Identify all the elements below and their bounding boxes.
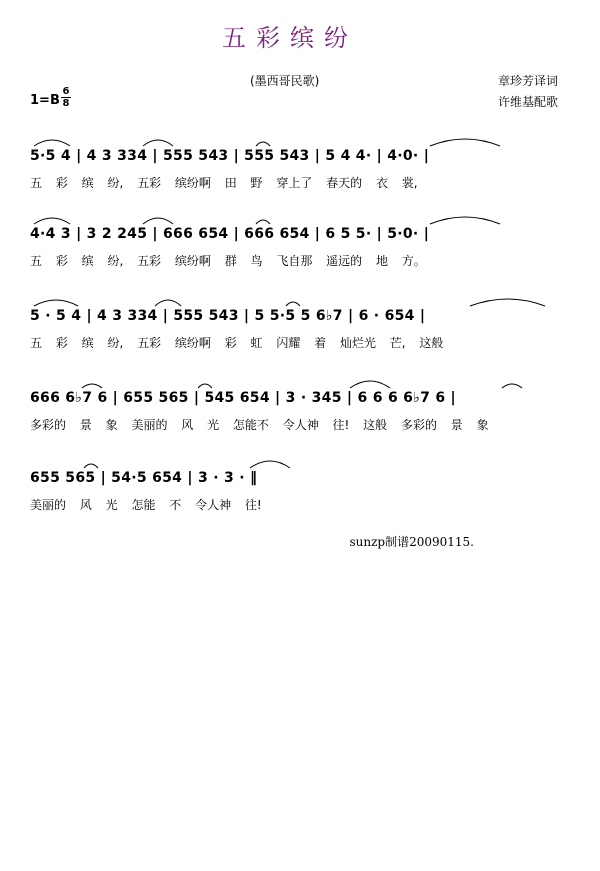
- lyricist-credit: 章珍芳译词: [497, 74, 558, 88]
- song-title: 五彩缤纷: [222, 24, 358, 52]
- lyrics-line: 美丽的 风 光 怎能 不 令人神 往!: [30, 498, 262, 512]
- score-row-5: [0, 452, 600, 522]
- slur-marks: [0, 290, 600, 310]
- arranger-credit: 许维基配歌: [497, 95, 558, 109]
- slur-marks: [0, 208, 600, 228]
- key-signature: 1=B: [30, 93, 60, 108]
- notes-line: 655 565 | 54·5 654 | 3 · 3 · ‖: [30, 470, 258, 486]
- notes-line: 5 · 5 4 | 4 3 334 | 555 543 | 5 5·5 5 6♭7 | 6 · 654 |: [30, 308, 426, 324]
- signature: sunzp制谱20090115.: [349, 535, 474, 549]
- lyrics-line: 五 彩 缤 纷, 五彩 缤纷啊 彩 虹 闪耀 着 灿烂光 芒, 这般: [30, 336, 444, 350]
- notes-line: 4·4 3 | 3 2 245 | 666 654 | 666 654 | 6 5 5· | 5·0· |: [30, 226, 430, 242]
- score-row-3: [0, 290, 600, 360]
- notes-line: 666 6♭7 6 | 655 565 | 545 654 | 3 · 345 | 6 6 6 6♭7 6 |: [30, 390, 456, 406]
- lyrics-line: 五 彩 缤 纷, 五彩 缤纷啊 田 野 穿上了 春天的 衣 裳,: [30, 176, 418, 190]
- lyrics-line: 多彩的 景 象 美丽的 风 光 怎能不 令人神 往! 这般 多彩的 景 象: [30, 418, 489, 432]
- slur-marks: [0, 372, 600, 392]
- meter-top: 6: [62, 86, 70, 97]
- score-row-1: [0, 130, 600, 200]
- slur-marks: [0, 452, 600, 472]
- song-origin: (墨西哥民歌): [250, 74, 320, 88]
- lyrics-line: 五 彩 缤 纷, 五彩 缤纷啊 群 鸟 飞自那 遥远的 地 方。: [30, 254, 426, 268]
- score-row-4: [0, 372, 600, 442]
- slur-marks: [0, 130, 600, 150]
- time-signature: [61, 86, 71, 109]
- meter-bottom: 8: [62, 98, 70, 109]
- notes-line: 5·5 4 | 4 3 334 | 555 543 | 555 543 | 5 4 4· | 4·0· |: [30, 148, 430, 164]
- score-row-2: [0, 208, 600, 278]
